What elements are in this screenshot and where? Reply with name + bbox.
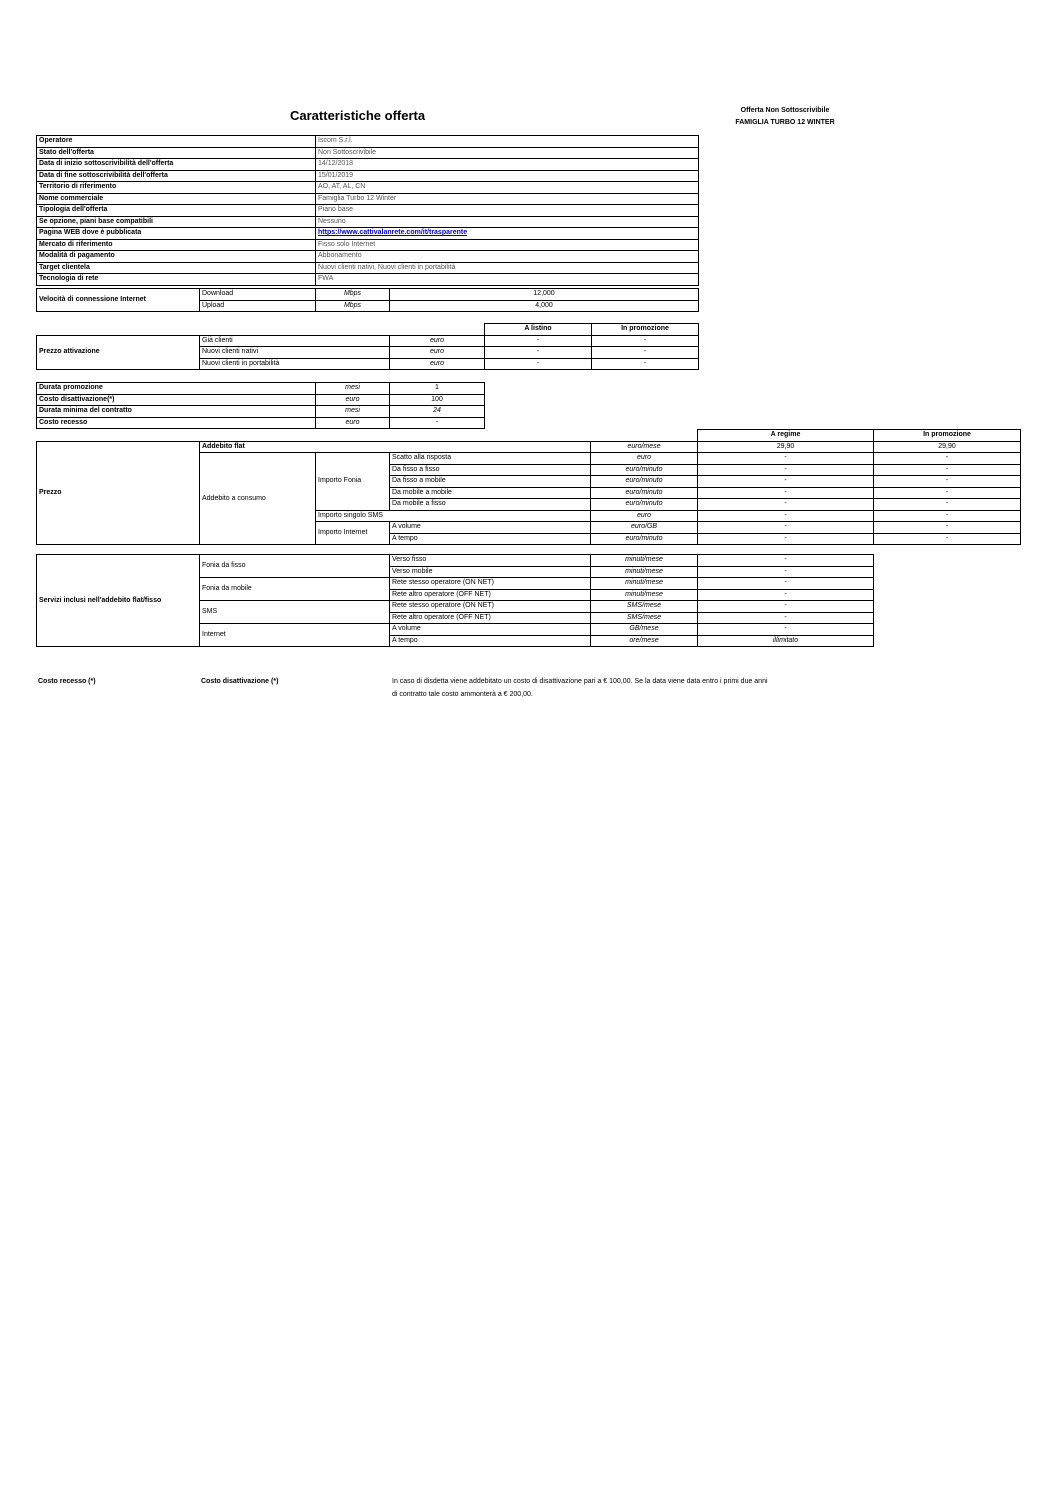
service-group: Internet xyxy=(200,624,390,647)
info-row xyxy=(37,216,699,228)
page-title: Caratteristiche offerta xyxy=(290,108,426,123)
flat-regime: 29,90 xyxy=(698,441,874,453)
info-row xyxy=(37,228,699,240)
info-label: Tipologia dell'offerta xyxy=(37,205,316,217)
info-label: Data di fine sottoscrivibilità dell'offerta xyxy=(37,170,316,182)
duration-unit: mesi xyxy=(316,383,390,395)
info-row xyxy=(37,159,699,171)
info-row xyxy=(37,147,699,159)
duration-value: 24 xyxy=(390,406,485,418)
price-item: Scatto alla risposta xyxy=(390,453,591,465)
service-unit: minuti/mese xyxy=(591,589,698,601)
price-regime: - xyxy=(698,476,874,488)
service-value: - xyxy=(698,624,874,636)
info-value: Nuovi clienti nativi, Nuovi clienti in portabilità xyxy=(316,262,699,274)
price-promo: - xyxy=(874,476,1021,488)
duration-value: 100 xyxy=(390,394,485,406)
service-unit: ore/mese xyxy=(591,635,698,647)
activation-client-type: Nuovi clienti nativi xyxy=(200,347,390,359)
col-header-promo: In promozione xyxy=(874,430,1021,442)
price-unit: euro/minuto xyxy=(591,533,698,545)
duration-unit: euro xyxy=(316,394,390,406)
price-promo: - xyxy=(874,499,1021,511)
info-value: Famiglia Turbo 12 Winter xyxy=(316,193,699,205)
duration-row xyxy=(37,406,485,418)
info-label: Target clientela xyxy=(37,262,316,274)
service-value: - xyxy=(698,578,874,590)
service-group: SMS xyxy=(200,601,390,624)
speed-label: Velocità di connessione Internet xyxy=(37,289,200,312)
info-value: FWA xyxy=(316,274,699,286)
price-label: Prezzo xyxy=(37,441,200,545)
info-value: Piano base xyxy=(316,205,699,217)
service-group: Fonia da fisso xyxy=(200,555,390,578)
price-regime: - xyxy=(698,464,874,476)
activation-promo: - xyxy=(592,335,699,347)
duration-label: Costo recesso xyxy=(37,417,316,429)
speed-value: 4,000 xyxy=(390,300,699,312)
info-value: Nessuno xyxy=(316,216,699,228)
price-promo: - xyxy=(874,510,1021,522)
price-unit: euro/GB xyxy=(591,522,698,534)
price-promo: - xyxy=(874,533,1021,545)
activation-row xyxy=(37,335,699,347)
info-row xyxy=(37,205,699,217)
info-label: Data di inizio sottoscrivibilità dell'offerta xyxy=(37,159,316,171)
duration-value: - xyxy=(390,417,485,429)
info-value: Fisso solo Internet xyxy=(316,239,699,251)
price-unit: euro/minuto xyxy=(591,464,698,476)
price-item: A tempo xyxy=(390,533,591,545)
price-item: Da mobile a mobile xyxy=(390,487,591,499)
activation-unit: euro xyxy=(390,347,485,359)
activation-promo: - xyxy=(592,347,699,359)
price-regime: - xyxy=(698,522,874,534)
col-header-promo: In promozione xyxy=(592,324,699,336)
price-table xyxy=(36,429,1021,545)
activation-client-type: Nuovi clienti in portabilità xyxy=(200,358,390,370)
speed-unit: Mbps xyxy=(316,300,390,312)
price-regime: - xyxy=(698,533,874,545)
duration-row xyxy=(37,417,485,429)
durations-table xyxy=(36,382,485,429)
speed-value: 12,000 xyxy=(390,289,699,301)
price-item: Da fisso a mobile xyxy=(390,476,591,488)
price-regime: - xyxy=(698,453,874,465)
speed-direction: Upload xyxy=(200,300,316,312)
info-value: 14/12/2018 xyxy=(316,159,699,171)
price-promo: - xyxy=(874,487,1021,499)
services-table xyxy=(36,554,874,647)
service-item: Rete stesso operatore (ON NET) xyxy=(390,578,591,590)
info-label: Modalità di pagamento xyxy=(37,251,316,263)
footer-disattivazione-label: Costo disattivazione (*) xyxy=(201,678,279,685)
activation-unit: euro xyxy=(390,358,485,370)
service-unit: GB/mese xyxy=(591,624,698,636)
activation-unit: euro xyxy=(390,335,485,347)
duration-label: Durata minima del contratto xyxy=(37,406,316,418)
activation-promo: - xyxy=(592,358,699,370)
activation-label: Prezzo attivazione xyxy=(37,335,200,370)
flat-label: Addebito flat xyxy=(200,441,591,453)
sms-label: Importo singolo SMS xyxy=(316,510,591,522)
service-item: A tempo xyxy=(390,635,591,647)
price-promo: - xyxy=(874,464,1021,476)
duration-row xyxy=(37,394,485,406)
info-value: Iscom S.r.l. xyxy=(316,136,699,148)
col-header-regime: A regime xyxy=(698,430,874,442)
duration-row xyxy=(37,383,485,395)
service-value: - xyxy=(698,612,874,624)
speed-table xyxy=(36,288,699,312)
service-item: Verso mobile xyxy=(390,566,591,578)
price-promo: - xyxy=(874,453,1021,465)
duration-label: Costo disattivazione(*) xyxy=(37,394,316,406)
fonia-label: Importo Fonia xyxy=(316,453,390,511)
info-label: Tecnologia di rete xyxy=(37,274,316,286)
service-row xyxy=(37,555,874,567)
info-label: Nome commerciale xyxy=(37,193,316,205)
offer-status-label: Offerta Non Sottoscrivibile xyxy=(740,107,830,114)
speed-direction: Download xyxy=(200,289,316,301)
price-unit: euro/minuto xyxy=(591,476,698,488)
info-row xyxy=(37,274,699,286)
offer-info-table xyxy=(36,135,699,286)
info-value: AO, AT, AL, CN xyxy=(316,182,699,194)
service-group: Fonia da mobile xyxy=(200,578,390,601)
duration-label: Durata promozione xyxy=(37,383,316,395)
price-unit: euro/minuto xyxy=(591,499,698,511)
price-unit: euro xyxy=(591,510,698,522)
service-value: illimitato xyxy=(698,635,874,647)
footer-recesso-label: Costo recesso (*) xyxy=(38,678,96,685)
service-value: - xyxy=(698,601,874,613)
price-unit: euro/minuto xyxy=(591,487,698,499)
service-unit: SMS/mese xyxy=(591,601,698,613)
service-unit: minuti/mese xyxy=(591,555,698,567)
service-item: Rete altro operatore (OFF NET) xyxy=(390,612,591,624)
duration-unit: euro xyxy=(316,417,390,429)
price-item: A volume xyxy=(390,522,591,534)
offer-web-link[interactable]: https://www.cattivalanrete.com/it/trasparente xyxy=(318,229,468,237)
price-unit: euro xyxy=(591,453,698,465)
price-regime: - xyxy=(698,510,874,522)
service-value: - xyxy=(698,555,874,567)
duration-value: 1 xyxy=(390,383,485,395)
activation-listino: - xyxy=(485,347,592,359)
price-item: Da mobile a fisso xyxy=(390,499,591,511)
footer-note-line-1: In caso di disdetta viene addebitato un costo di disattivazione pari a € 100,00. Se la data viene data entro i primi due anni xyxy=(392,678,768,685)
info-label: Operatore xyxy=(37,136,316,148)
info-row xyxy=(37,170,699,182)
activation-table xyxy=(36,323,699,370)
service-item: Rete stesso operatore (ON NET) xyxy=(390,601,591,613)
duration-unit: mesi xyxy=(316,406,390,418)
flat-unit: euro/mese xyxy=(591,441,698,453)
services-label: Servizi inclusi nell'addebito flat/fisso xyxy=(37,555,200,647)
flat-promo: 29,90 xyxy=(874,441,1021,453)
info-row xyxy=(37,239,699,251)
price-regime: - xyxy=(698,487,874,499)
activation-listino: - xyxy=(485,335,592,347)
price-promo: - xyxy=(874,522,1021,534)
info-label: Mercato di riferimento xyxy=(37,239,316,251)
speed-unit: Mbps xyxy=(316,289,390,301)
info-row xyxy=(37,193,699,205)
service-unit: SMS/mese xyxy=(591,612,698,624)
info-label: Territorio di riferimento xyxy=(37,182,316,194)
info-row xyxy=(37,262,699,274)
service-item: Verso fisso xyxy=(390,555,591,567)
service-value: - xyxy=(698,566,874,578)
service-item: Rete altro operatore (OFF NET) xyxy=(390,589,591,601)
col-header-listino: A listino xyxy=(485,324,592,336)
service-value: - xyxy=(698,589,874,601)
footer-note-line-2: di contratto tale costo ammonterà a € 200,00. xyxy=(392,691,533,698)
price-item: Da fisso a fisso xyxy=(390,464,591,476)
internet-label: Importo Internet xyxy=(316,522,390,545)
info-label: Pagina WEB dove è pubblicata xyxy=(37,228,316,240)
activation-listino: - xyxy=(485,358,592,370)
service-item: A volume xyxy=(390,624,591,636)
service-unit: minuti/mese xyxy=(591,566,698,578)
info-value: Non Sottoscrivibile xyxy=(316,147,699,159)
info-row xyxy=(37,136,699,148)
price-row xyxy=(37,441,1021,453)
info-row xyxy=(37,251,699,263)
speed-row xyxy=(37,289,699,301)
consumo-label: Addebito a consumo xyxy=(200,453,316,545)
price-regime: - xyxy=(698,499,874,511)
offer-family-label: FAMIGLIA TURBO 12 WINTER xyxy=(735,119,835,126)
info-value: Abbonamento xyxy=(316,251,699,263)
service-unit: minuti/mese xyxy=(591,578,698,590)
activation-client-type: Già clienti xyxy=(200,335,390,347)
info-label: Se opzione, piani base compatibili xyxy=(37,216,316,228)
info-row xyxy=(37,182,699,194)
info-label: Stato dell'offerta xyxy=(37,147,316,159)
info-value: 15/01/2019 xyxy=(316,170,699,182)
